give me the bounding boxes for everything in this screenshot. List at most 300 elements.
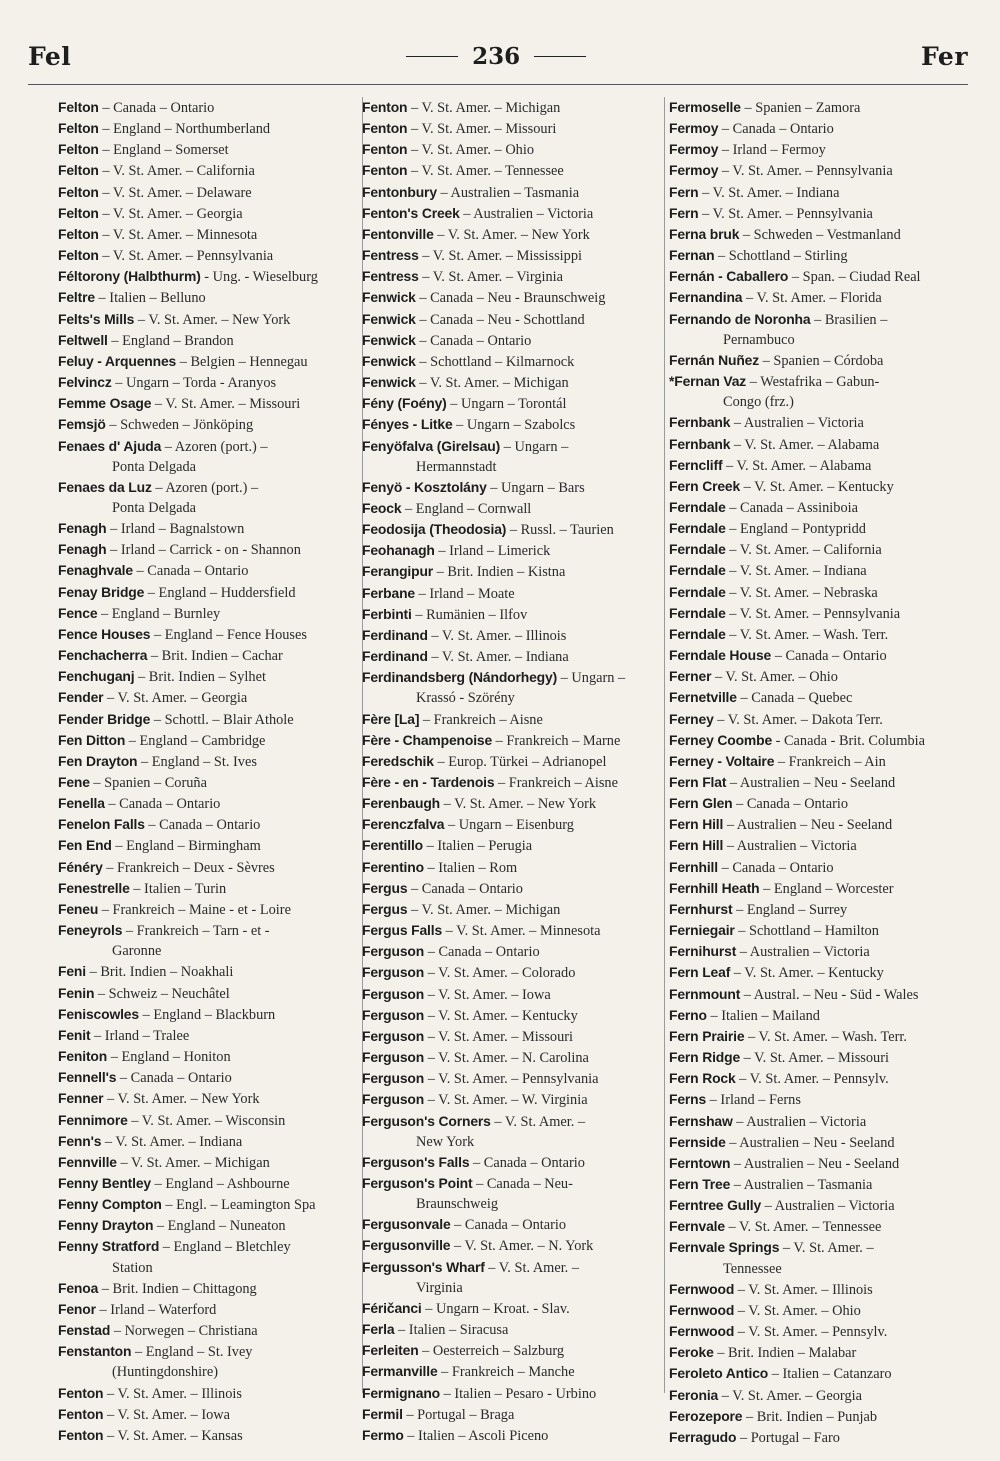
entry-location-continued: Garonne [112, 943, 162, 960]
entry-name: Felvincz [58, 374, 112, 391]
entry [669, 97, 974, 118]
entry [58, 603, 363, 624]
entry [362, 266, 667, 287]
entry [58, 1278, 363, 1299]
entry [669, 1132, 974, 1153]
entry [362, 118, 667, 139]
entry [362, 667, 667, 708]
entry-name: Ferguson [362, 1091, 425, 1108]
entry-location: – Schottland – Stirling [718, 248, 848, 265]
entry-name: Fenny Bentley [58, 1174, 151, 1191]
entry-location: – V. St. Amer. – Nebraska [729, 584, 878, 601]
entry-name: Fenyö - Kosztolány [362, 478, 487, 495]
entry-location: – V. St. Amer. – Pennsylvania [702, 205, 873, 222]
entry-location: – England – Bletchley [162, 1239, 291, 1256]
entry-location: – England – Surrey [736, 901, 848, 918]
entry-location: – Austral. – Neu - Süd - Wales [743, 986, 919, 1003]
entry-name: Fergus Falls [362, 922, 443, 939]
entry-name: Feniscowles [58, 1005, 139, 1022]
entry-name: Fenny Drayton [58, 1217, 154, 1234]
entry [362, 814, 667, 835]
entry-location: – Canada – Ontario [136, 563, 249, 580]
entry-location-continued: Krassó - Szörény [416, 690, 515, 707]
entry-location: – Schweiz – Neuchâtel [97, 985, 230, 1002]
entry [669, 371, 974, 412]
entry-location: – V. St. Amer. – Pennsylv. [739, 1071, 889, 1088]
entry [362, 436, 667, 477]
entry [669, 1342, 974, 1363]
entry-location: – V. St. Amer. – Kentucky [427, 1007, 578, 1024]
entry [362, 1005, 667, 1026]
entry-location: – V. St. Amer. – Iowa [427, 986, 551, 1003]
entry-location: – Australien – Victoria [463, 205, 594, 222]
entry-location: – Rumänien – Ilfov [415, 606, 528, 623]
entry [58, 793, 363, 814]
entry-name: Fenchacherra [58, 647, 148, 664]
entry-name: Fenton [362, 99, 408, 115]
entry-location: – Italien – Rom [427, 859, 518, 876]
entry-name: Fern [669, 183, 699, 200]
entry-location: – V. St. Amer. – Missouri [743, 1050, 889, 1067]
entry-location: – V. St. Amer. – Tennessee [411, 163, 564, 180]
entry-location: – Brit. Indien – Malabar [717, 1345, 857, 1362]
entry-name: Fene [58, 774, 90, 790]
entry-location: – Australien – Victoria [736, 1113, 867, 1130]
entry-name: Fentonville [362, 225, 434, 242]
entry-location: – Oesterreich – Salzburg [422, 1343, 565, 1360]
entry-name: Fère [La] [362, 710, 420, 727]
entry-name: Fern Glen [669, 795, 733, 812]
entry-name: Fère - Champenoise [362, 731, 493, 748]
entry [362, 498, 667, 519]
entry-location: – Brasilien – [814, 311, 888, 328]
entry-name: Ferguson's Point [362, 1174, 473, 1191]
entry-name: Fernando de Noronha [669, 310, 811, 327]
entry [669, 835, 974, 856]
entry-location: – V. St. Amer. – Minnesota [445, 923, 601, 940]
entry [58, 687, 363, 708]
entry [362, 1340, 667, 1361]
entry [362, 793, 667, 814]
entry [362, 1425, 667, 1446]
entry-location: – Ungarn – [560, 670, 626, 687]
entry [669, 224, 974, 245]
entry-location: – Schweden – Vestmanland [742, 226, 901, 243]
entry-location: - Ung. - Wieselburg [204, 269, 318, 286]
entry-location: – V. St. Amer. – Georgia [721, 1387, 862, 1404]
entry-location-continued: Station [112, 1259, 153, 1276]
entry [362, 583, 667, 604]
entry [362, 920, 667, 941]
entry-location: – England – Somerset [102, 142, 229, 159]
entry [362, 160, 667, 181]
entry-name: Fergus [362, 879, 408, 896]
entry-location: – England – St. Ives [140, 753, 257, 770]
entry-location: – V. St. Amer. – Colorado [427, 965, 576, 982]
entry-name: Fenwick [362, 352, 416, 369]
dash-left [406, 56, 458, 57]
entry-name: Féričanci [362, 1299, 422, 1316]
entry [669, 1089, 974, 1110]
entry [362, 393, 667, 414]
entry-name: Fère - en - Tardenois [362, 774, 495, 790]
entry-location-continued: (Huntingdonshire) [112, 1364, 218, 1381]
entry-name: Feluy - Arquennes [58, 352, 177, 369]
entry [362, 625, 667, 646]
entry-name: Fernhurst [669, 900, 733, 917]
entry-location: – Canada – Ontario [721, 121, 834, 138]
entry-location: – V. St. Amer. – Kentucky [743, 478, 894, 495]
entry-name: Ferndale [669, 583, 726, 600]
entry [669, 984, 974, 1005]
entry-location: – V. St. Amer. – Illinois [431, 627, 567, 644]
entry-name: Fenyöfalva (Girelsau) [362, 437, 501, 454]
entry [669, 309, 974, 350]
entry-location: – V. St. Amer. – Missouri [427, 1028, 574, 1045]
entry-name: Ferozepore [669, 1407, 743, 1424]
entry [58, 814, 363, 835]
entry-location: – Australien – Neu - Seeland [733, 1155, 900, 1172]
entry-name: Ferla [362, 1321, 395, 1338]
entry-name: *Fernan Vaz [669, 373, 747, 390]
entry-name: Fennville [58, 1153, 117, 1170]
entry-location: – Irland – Limerick [438, 543, 551, 560]
entry-location: – Frankreich – Maine - et - Loire [101, 901, 291, 918]
entry-location: – V. St. Amer. – New York [137, 311, 291, 328]
entry [669, 603, 974, 624]
entry [362, 245, 667, 266]
entry [669, 539, 974, 560]
entry-location: – Australien – Tasmania [733, 1176, 873, 1193]
entry [58, 477, 363, 518]
entry-name: Ferdinandsberg (Nándorhegy) [362, 669, 558, 686]
entry [362, 330, 667, 351]
column-3 [669, 97, 974, 1446]
entry-location: – V. St. Amer. – Tennessee [728, 1219, 882, 1236]
entry-location: – V. St. Amer. – Ohio [737, 1302, 861, 1319]
entry-location: – England – Fence Houses [153, 626, 307, 643]
entry [362, 182, 667, 203]
entry-location: – Ungarn – Torda - Aranyos [115, 375, 277, 392]
entry [362, 139, 667, 160]
entry-location: – Italien – Perugia [426, 838, 533, 855]
entry [362, 878, 667, 899]
entry [58, 857, 363, 878]
entry [669, 245, 974, 266]
entry-name: Fenagh [58, 520, 107, 537]
entry-location: – Frankreich – Ain [777, 753, 886, 770]
entry [669, 751, 974, 772]
column-divider-2 [664, 97, 665, 1393]
entry [362, 540, 667, 561]
entry-location: – V. St. Amer. – N. York [453, 1238, 594, 1255]
entry-name: Fenwick [362, 289, 416, 306]
entry [362, 772, 667, 793]
entry [362, 1026, 667, 1047]
entry [362, 97, 667, 118]
entry-name: Feock [362, 499, 402, 516]
entry-name: Felton [58, 247, 99, 264]
entry-location: – Portugal – Faro [739, 1429, 840, 1446]
entry-name: Fernbank [669, 435, 731, 452]
entry-location: – Italien – Pesaro - Urbino [443, 1385, 597, 1402]
entry [669, 857, 974, 878]
entry [58, 287, 363, 308]
entry-location: – V. St. Amer. – Georgia [102, 205, 243, 222]
entry-location: – V. St. Amer. – [494, 1113, 586, 1130]
entry-name: Ferguson [362, 1006, 425, 1023]
entry [669, 1026, 974, 1047]
entry [669, 160, 974, 181]
entry-location-continued: New York [416, 1133, 475, 1150]
entry-location: – Irland – Carrick - on - Shannon [110, 542, 301, 559]
entry-location: – England – Ashbourne [154, 1175, 290, 1192]
entry-name: Ferguson [362, 1027, 425, 1044]
entry [669, 962, 974, 983]
entry-location: – Canada – Ontario [411, 880, 523, 897]
entry-location: – V. St. Amer. – New York [107, 1091, 260, 1108]
entry-location-continued: Ponta Delgada [112, 458, 197, 475]
entry-name: Fernán Nuñez [669, 351, 760, 368]
entry-location: – V. St. Amer. – Pennsylvania [102, 248, 274, 265]
entry-location: – V. St. Amer. – Pennsylv. [737, 1324, 888, 1341]
entry-name: Fen Drayton [58, 752, 138, 769]
entry-location: – V. St. Amer. – Alabama [733, 436, 880, 453]
entry-location: – Brit. Indien – Sylhet [138, 669, 266, 686]
entry-location: – Canada – Assiniboia [729, 499, 858, 516]
entry-location: – Brit. Indien – Noakhali [89, 964, 234, 981]
entry [58, 709, 363, 730]
entry-name: Ferentillo [362, 837, 424, 854]
column-2 [362, 97, 667, 1444]
entry-name: Fern Hill [669, 837, 724, 854]
entry-name: Fenner [58, 1090, 104, 1107]
entry-name: Fern Leaf [669, 964, 731, 981]
entry-name: Fenny Stratford [58, 1238, 160, 1255]
entry-name: Fermoy [669, 141, 719, 158]
entry [58, 330, 363, 351]
entry-name: Ferragudo [669, 1428, 737, 1445]
page-number-group [406, 43, 586, 70]
entry-location: – Russl. – Taurien [509, 522, 614, 539]
entry-location: – England – Honiton [110, 1049, 231, 1066]
right-headword: Fer [921, 41, 968, 71]
entry-location: – Canada – Neu - Schottland [419, 311, 585, 328]
entry-location-continued: Pernambuco [723, 331, 795, 348]
entry [58, 1236, 363, 1277]
entry-location: – Canada – Ontario [119, 1070, 232, 1087]
left-headword: Fel [28, 41, 72, 71]
entry-location: – Italien – Mailand [710, 1007, 820, 1024]
entry-name: Ferndale House [669, 647, 772, 664]
entry [362, 1235, 667, 1256]
entry-name: Fern Hill [669, 816, 724, 833]
entry [362, 1383, 667, 1404]
entry-name: Fenaes d' Ajuda [58, 437, 162, 454]
entry [669, 287, 974, 308]
entry-name: Fern Flat [669, 774, 727, 790]
entry [669, 709, 974, 730]
entry-name: Fermil [362, 1405, 403, 1422]
entry [362, 604, 667, 625]
entry-location: – Italien – Siracusa [398, 1322, 509, 1339]
entry-name: Feroleto Antico [669, 1365, 769, 1382]
entry-name: Fenton [362, 120, 408, 137]
entry-location: – V. St. Amer. – N. Carolina [427, 1050, 589, 1067]
entry-name: Feroke [669, 1344, 714, 1361]
entry [58, 414, 363, 435]
entry-name: Feneu [58, 900, 99, 917]
entry [362, 1089, 667, 1110]
entry [58, 309, 363, 330]
entry-location: – Irland – Tralee [94, 1027, 190, 1044]
entry-location: – Canada – Ontario [108, 796, 221, 813]
entry-name: Fenton's Creek [362, 204, 460, 221]
entry-location: – V. St. Amer. – Wisconsin [131, 1112, 286, 1129]
entry [58, 1110, 363, 1131]
entry [58, 1004, 363, 1025]
entry-location: – Australien – Neu - Seeland [726, 817, 893, 834]
entry [362, 477, 667, 498]
entry-location: – V. St. Amer. – Pennsylvania [427, 1071, 599, 1088]
entry [669, 1321, 974, 1342]
entry-location: – Frankreich – Aisne [498, 775, 618, 791]
entry-location: – V. St. Amer. – Georgia [107, 690, 248, 707]
entry-name: Ferndale [669, 562, 726, 579]
entry [362, 709, 667, 730]
entry-name: Fény (Foény) [362, 395, 447, 412]
entry [58, 961, 363, 982]
entry-name: Fenelon Falls [58, 816, 145, 833]
entry [58, 1215, 363, 1236]
entry-name: Ferguson's Corners [362, 1112, 491, 1129]
entry [362, 309, 667, 330]
entry [58, 518, 363, 539]
entry [362, 1047, 667, 1068]
entry-location: – V. St. Amer. – Pennsylvania [721, 163, 893, 180]
entry-name: Fernhill Heath [669, 879, 760, 896]
entry [362, 372, 667, 393]
entry-name: Fenwick [362, 310, 416, 327]
entry [669, 624, 974, 645]
entry-name: Ferney Coombe [669, 731, 773, 748]
entry-location: – Spanien – Córdoba [762, 352, 884, 369]
entry-location: – Brit. Indien – Cachar [150, 648, 283, 665]
entry [362, 899, 667, 920]
entry [58, 983, 363, 1004]
entry [362, 1298, 667, 1319]
entry-name: Fen Ditton [58, 731, 126, 748]
entry-name: Ferndale [669, 498, 726, 515]
entry-name: Fermo [362, 1426, 404, 1443]
entry [58, 224, 363, 245]
entry-location: – V. St. Amer. – Indiana [702, 184, 840, 201]
entry [362, 1111, 667, 1152]
entry-name: Fenaes da Luz [58, 478, 152, 495]
entry [58, 730, 363, 751]
entry-location: – Canada – Ontario [427, 944, 540, 961]
entry [669, 139, 974, 160]
entry [58, 878, 363, 899]
entry-name: Ferguson [362, 1070, 425, 1087]
entry [58, 1067, 363, 1088]
entry-location: – Azoren (port.) – [155, 479, 259, 496]
entry-name: Fenton [58, 1384, 104, 1401]
entry-location: – Australien – Neu - Seeland [729, 775, 896, 791]
entry-location: – Portugal – Braga [406, 1406, 515, 1423]
entry-name: Fenit [58, 1026, 91, 1043]
entry [362, 730, 667, 751]
entry [58, 666, 363, 687]
entry-name: Fenn's [58, 1132, 102, 1149]
entry [669, 941, 974, 962]
entry-name: Felton [58, 162, 99, 179]
entry-location: – Irland – Ferns [709, 1092, 801, 1109]
entry [58, 393, 363, 414]
entry [362, 561, 667, 582]
entry-location: – V. St. Amer. – California [102, 163, 255, 180]
entry [362, 287, 667, 308]
entry-location: – England – Brandon [111, 332, 234, 349]
entry-location: – England – Worcester [763, 880, 894, 897]
entry-name: Ferney [669, 710, 714, 727]
entry-name: Felts's Mills [58, 310, 135, 327]
entry-location: – Belgien – Hennegau [179, 353, 308, 370]
entry [58, 203, 363, 224]
entry-name: Ferns [669, 1091, 707, 1108]
entry [362, 1173, 667, 1214]
entry-name: Felton [58, 225, 99, 242]
entry [362, 857, 667, 878]
entry-location: – Schweden – Jönköping [109, 417, 254, 434]
entry-name: Fergus [362, 900, 408, 917]
entry-location: – Frankreich – Manche [441, 1364, 575, 1381]
entry-location: – V. St. Amer. – Illinois [737, 1281, 873, 1298]
entry-location-continued: Hermannstadt [416, 458, 497, 475]
entry [669, 1174, 974, 1195]
entry-name: Feltre [58, 289, 95, 306]
entry-name: Fernhill [669, 858, 718, 875]
entry-location: – Italien – Belluno [98, 290, 206, 307]
entry-name: Ferangipur [362, 563, 434, 580]
entry-name: Fenagh [58, 541, 107, 558]
entry [669, 182, 974, 203]
entry-location: – Australien – Tasmania [440, 184, 580, 201]
entry-location: – Ungarn – Eisenburg [447, 817, 574, 834]
entry-name: Feneyrols [58, 922, 123, 939]
entry-location: – V. St. Amer. – Minnesota [102, 226, 258, 243]
entry-name: Fermignano [362, 1384, 440, 1401]
entry-location: – Australien – Victoria [733, 415, 864, 432]
entry-name: Feredschik [362, 752, 434, 769]
entry-name: Fenton [362, 141, 408, 158]
entry-name: Fenoa [58, 1279, 99, 1296]
entry-location: – V. St. Amer. – Dakota Terr. [717, 711, 883, 728]
entry [58, 1425, 363, 1446]
entry-location: – Brit. Indien – Punjab [745, 1408, 878, 1425]
entry [58, 1088, 363, 1109]
entry [669, 1385, 974, 1406]
entry-location: – Westafrika – Gabun- [749, 374, 880, 391]
entry [669, 1216, 974, 1237]
entry-name: Fernan [669, 247, 715, 264]
entry-location: – Ungarn – Kroat. - Slav. [425, 1300, 570, 1317]
entry [58, 436, 363, 477]
entry-location: – V. St. Amer. – Pennsylvania [729, 605, 901, 622]
entry [669, 1279, 974, 1300]
entry-location: – V. St. Amer. – Wash. Terr. [748, 1028, 907, 1045]
entry-location: – Canada – Ontario [774, 648, 887, 665]
